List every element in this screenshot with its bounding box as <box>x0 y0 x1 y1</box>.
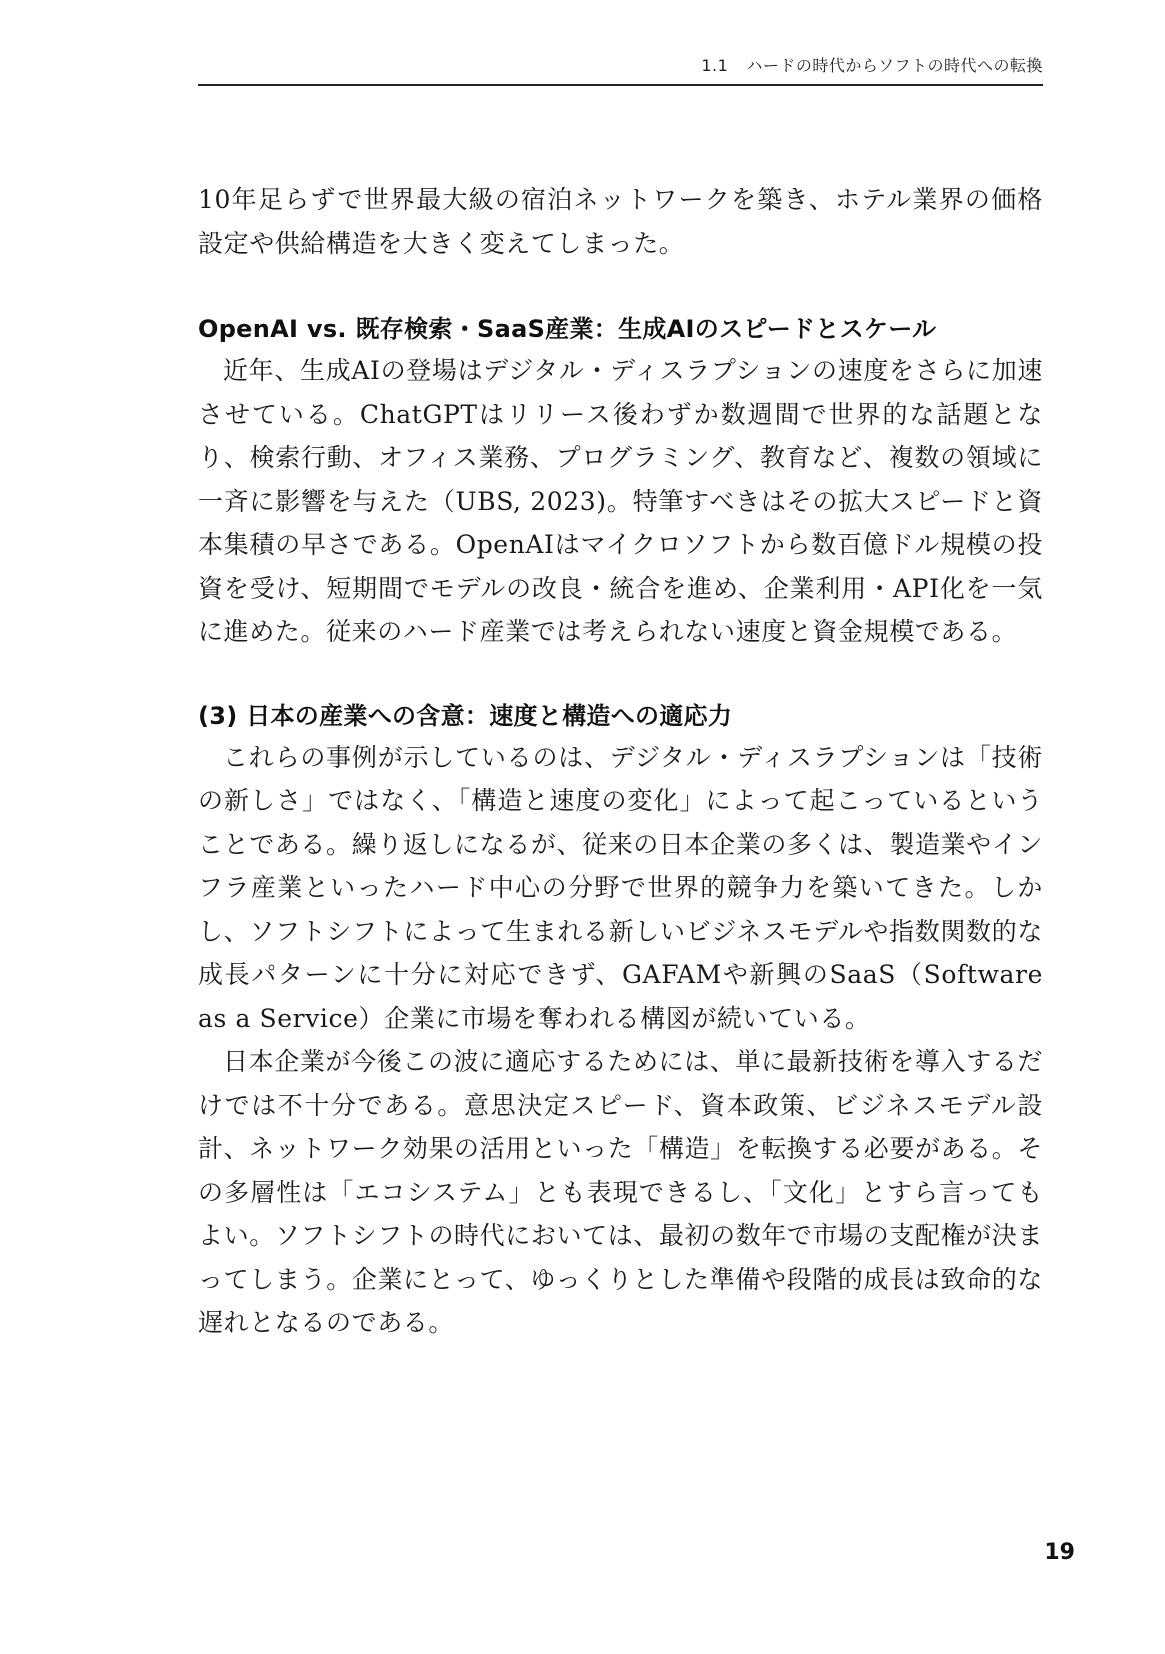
japan-section-heading: (3) 日本の産業への含意：速度と構造への適応力 <box>198 701 733 730</box>
page-body <box>198 178 1043 1345</box>
openai-section-paragraph: 近年、生成AIの登場はデジタル・ディスラプションの速度をさらに加速させている。ChatGPTはリリース後わずか数週間で世界的な話題となり、検索行動、オフィス業務、プログラミング、教育など、複数の領域に一斉に影響を与えた（UBS, 2023)。特筆すべきはその拡大スピードと資本集積の早さである。OpenAIはマイクロソフトから数百億ドル規模の投資を受け、短期間でモデルの改良・統合を進め、企業利用・API化を一気に進めた。従来のハード産業では考えられない速度と資金規模である。 <box>198 356 1043 646</box>
japan-section-paragraph-1: これらの事例が示しているのは、デジタル・ディスラプションは「技術の新しさ」ではなく、「構造と速度の変化」によって起こっているということである。繰り返しになるが、従来の日本企業の多くは、製造業やインフラ産業といったハード中心の分野で世界的競争力を築いてきた。しかし、ソフトシフトによって生まれる新しいビジネスモデルや指数関数的な成長パターンに十分に対応できず、GAFAMや新興のSaaS（Software as a Service）企業に市場を奪われる構図が続いている。 <box>198 742 1043 1033</box>
running-header <box>198 56 1043 86</box>
japan-section-paragraph-2: 日本企業が今後この波に適応するためには、単に最新技術を導入するだけでは不十分である。意思決定スピード、資本政策、ビジネスモデル設計、ネットワーク効果の活用といった「構造」を転換する必要がある。その多層性は「エコシステム」とも表現できるし、「文化」とすら言ってもよい。ソフトシフトの時代においては、最初の数年で市場の支配権が決まってしまう。企業にとって、ゆっくりとした準備や段階的成長は致命的な遅れとなるのである。 <box>198 1047 1043 1337</box>
openai-section-heading: OpenAI vs. 既存検索・SaaS産業：生成AIのスピードとスケール <box>198 315 937 343</box>
page-number: 19 <box>1044 1540 1075 1565</box>
section-title: ハードの時代からソフトの時代への転換 <box>746 56 1043 75</box>
section-number: 1.1 <box>701 56 729 75</box>
intro-paragraph: 10年足らずで世界最大級の宿泊ネットワークを築き、ホテル業界の価格設定や供給構造を大きく変えてしまった。 <box>198 185 1043 258</box>
